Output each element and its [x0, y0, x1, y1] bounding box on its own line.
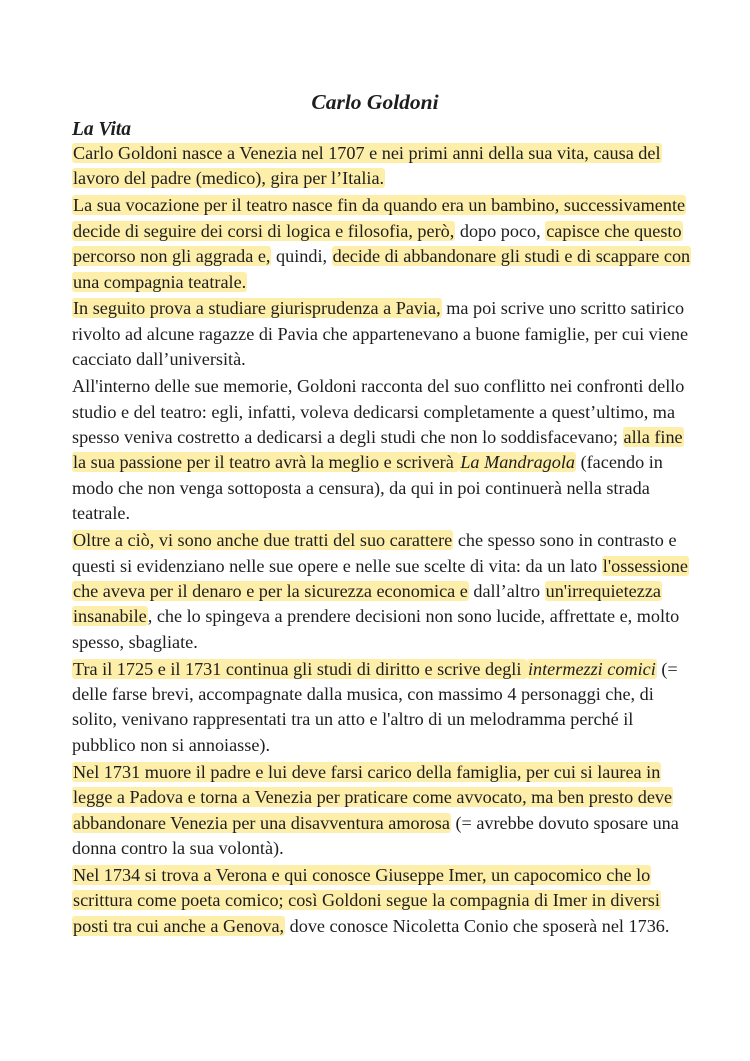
section-heading: La Vita	[72, 119, 132, 140]
text-segment: dopo poco,	[455, 220, 546, 241]
highlighted-text: decide di abbandonare gli studi e di scappare con una compagnia teatrale.	[73, 246, 691, 292]
text-segment: (facendo in modo che non venga sottoposta a censura), da qui in poi continuerà nella strada teatrale.	[72, 452, 663, 524]
highlighted-text: Oltre a ciò, vi sono anche due tratti del suo carattere	[73, 530, 453, 551]
text-segment: (= avrebbe dovuto sposare una donna contro la sua volontà).	[72, 812, 679, 858]
text-segment: dall’altro	[468, 580, 545, 601]
highlighted-text: intermezzi comici	[527, 658, 656, 679]
document-title: Carlo Goldoni	[311, 90, 439, 114]
text-segment: , che lo spingeva a prendere decisioni non sono lucide, affrettate e, molto spesso, sbagliate.	[72, 606, 680, 652]
highlighted-text: Nel 1734 si trova a Verona e qui conosce Giuseppe Imer, un capocomico che lo scrittura come poeta comico; così Goldoni segue la compagnia di Imer in diversi posti tra cui anche a Genova,	[73, 864, 660, 936]
text-segment: che spesso sono in contrasto e questi si evidenziano nelle sue opere e nelle sue scelte di vita: da un lato	[72, 530, 677, 576]
paragraph	[72, 374, 692, 526]
paragraph	[72, 760, 692, 862]
highlighted-text: capisce che questo percorso non gli aggrada e,	[73, 220, 682, 267]
paragraph	[72, 193, 692, 295]
text-segment: All'interno delle sue memorie, Goldoni racconta del suo conflitto nei confronti dello studio e del teatro: egli, infatti, voleva dedicarsi completamente a quest’ultimo, ma spesso veniva costretto a dedicarsi a degli studi che non lo soddisfacevano;	[72, 376, 685, 447]
document-body	[72, 141, 692, 939]
paragraph	[72, 657, 692, 759]
highlighted-text: Carlo Goldoni nasce a Venezia nel 1707 e nei primi anni della sua vita, causa del lavoro del padre (medico), gira per l’Italia.	[73, 143, 661, 189]
highlighted-text: alla fine la sua passione per il teatro avrà la meglio e scriverà	[73, 426, 683, 473]
highlighted-text: Nel 1731 muore il padre e lui deve farsi carico della famiglia, per cui si laurea in legge a Padova e torna a Venezia per praticare come avvocato, ma ben presto deve abbandonare Venezia per una disavventura amorosa	[73, 761, 673, 833]
text-segment: quindi,	[271, 246, 332, 267]
paragraph	[72, 296, 692, 372]
highlighted-text: La sua vocazione per il teatro nasce fin da quando era un bambino, successivamente decide di seguire dei corsi di logica e filosofia, però,	[73, 195, 686, 241]
text-segment: ma poi scrive uno scritto satirico rivolto ad alcune ragazze di Pavia che appartenevano a buone famiglie, per cui viene cacciato dall’università.	[72, 298, 689, 370]
highlighted-text: un'irrequietezza insanabile	[73, 580, 661, 627]
text-segment: dove conosce Nicoletta Conio che sposerà nel 1736.	[285, 915, 670, 936]
paragraph	[72, 528, 692, 655]
highlighted-text: La Mandragola	[460, 452, 576, 473]
paragraph	[72, 863, 692, 939]
highlighted-text: l'ossessione che aveva per il denaro e per la sicurezza economica e	[73, 555, 688, 601]
highlighted-text: In seguito prova a studiare giurisprudenza a Pavia,	[73, 298, 441, 319]
paragraph	[72, 141, 692, 192]
highlighted-text: Tra il 1725 e il 1731 continua gli studi di diritto e scrive degli	[73, 658, 526, 679]
text-segment: (= delle farse brevi, accompagnate dalla musica, con massimo 4 personaggi che, di solito, venivano rappresentati tra un atto e l'altro di un melodramma perché il pubblico non si annoiasse).	[72, 658, 678, 755]
